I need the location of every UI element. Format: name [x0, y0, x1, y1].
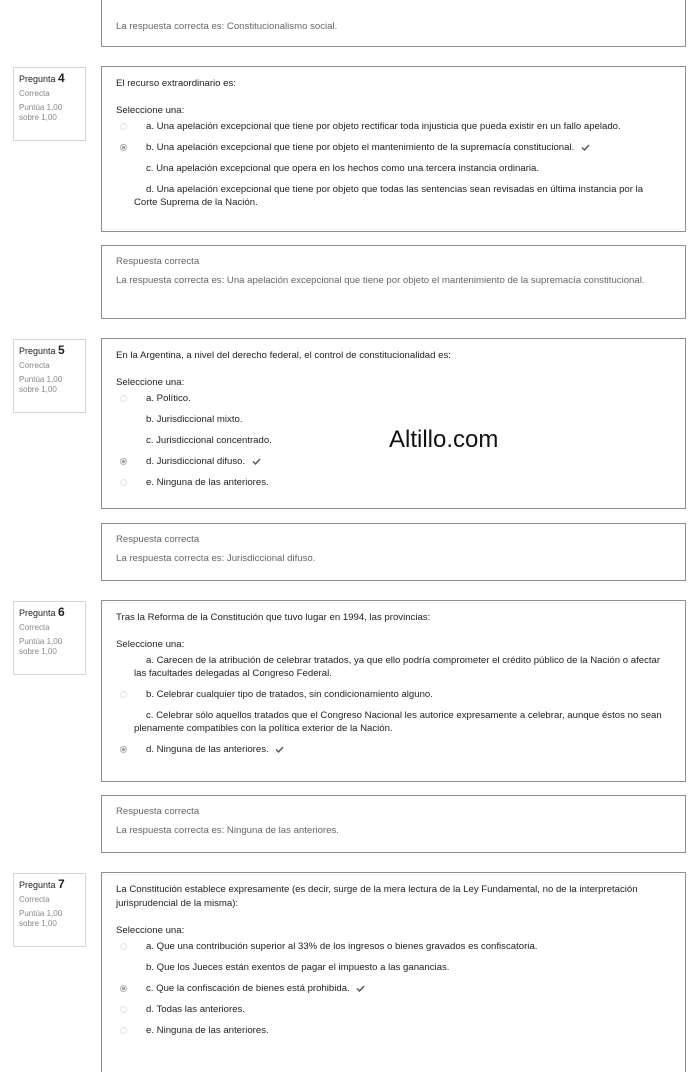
answer-option-b[interactable]: b. Celebrar cualquier tipo de tratados, sin condicionamiento alguno. — [116, 688, 671, 701]
feedback-box-6 — [101, 795, 686, 853]
answer-option-a[interactable]: a. Una apelación excepcional que tiene por objeto rectificar toda injusticia que pueda existir en un fallo apelado. — [116, 120, 671, 133]
question-title: Pregunta 4 — [19, 71, 65, 85]
question-info-5 — [13, 339, 86, 413]
select-prompt: Seleccione una: — [116, 639, 185, 650]
feedback-text: La respuesta correcta es: Una apelación excepcional que tiene por objeto el mantenimiento de la supremacía constitucional. — [116, 275, 645, 286]
answer-option-a[interactable]: a. Carecen de la atribución de celebrar tratados, ya que ello podría comprometer el crédito público de la Nación o afectar las facultades delegadas al Congreso Federal. — [116, 654, 671, 680]
question-info-6 — [13, 601, 86, 675]
question-text: Tras la Reforma de la Constitución que tuvo lugar en 1994, las provincias: — [116, 612, 431, 623]
question-mark: Puntúa 1,00 sobre 1,00 — [19, 637, 63, 656]
radio-checked-icon[interactable] — [120, 458, 127, 465]
select-prompt: Seleccione una: — [116, 377, 185, 388]
question-title: Pregunta 6 — [19, 605, 65, 619]
answer-option-d[interactable]: d. Todas las anteriores. — [116, 1003, 671, 1016]
question-info-7 — [13, 873, 86, 947]
radio-icon[interactable] — [120, 395, 127, 402]
question-text: La Constitución establece expresamente (es decir, surge de la mera lectura de la Ley Fundamental, no de la interpretación jurisprudencial de la misma): — [116, 884, 638, 909]
feedback-text: La respuesta correcta es: Jurisdiccional difuso. — [116, 553, 316, 564]
radio-icon[interactable] — [120, 964, 127, 971]
answer-option-c[interactable]: c. Celebrar sólo aquellos tratados que el Congreso Nacional les autorice expresamente a celebrar, aunque éstos no sean plenamente compatibles con la política exterior de la Nación. — [116, 709, 671, 735]
radio-checked-icon[interactable] — [120, 985, 127, 992]
answer-option-b[interactable]: b. Que los Jueces están exentos de pagar el impuesto a las ganancias. — [116, 961, 671, 974]
radio-icon[interactable] — [120, 943, 127, 950]
feedback-title: Respuesta correcta — [116, 534, 200, 545]
radio-icon[interactable] — [120, 416, 127, 423]
feedback-title: Respuesta correcta — [116, 256, 200, 267]
feedback-box-5 — [101, 523, 686, 581]
question-state: Correcta — [19, 361, 50, 370]
answer-option-c[interactable]: c. Una apelación excepcional que opera en los hechos como una tercera instancia ordinaria. — [116, 162, 671, 175]
question-box-6 — [101, 600, 686, 782]
answer-option-e[interactable]: e. Ninguna de las anteriores. — [116, 476, 671, 489]
question-title: Pregunta 7 — [19, 877, 65, 891]
question-mark: Puntúa 1,00 sobre 1,00 — [19, 375, 63, 394]
question-state: Correcta — [19, 623, 50, 632]
answer-option-b[interactable]: b. Una apelación excepcional que tiene por objeto el mantenimiento de la supremacía constitucional. — [116, 141, 671, 154]
answer-option-c[interactable]: c. Que la confiscación de bienes está prohibida. — [116, 982, 671, 995]
feedback-text: La respuesta correcta es: Ninguna de las anteriores. — [116, 825, 339, 836]
question-box-4 — [101, 66, 686, 232]
answer-option-c[interactable]: c. Jurisdiccional concentrado. — [116, 434, 671, 447]
radio-icon[interactable] — [120, 657, 127, 664]
radio-checked-icon[interactable] — [120, 144, 127, 151]
question-mark: Puntúa 1,00 sobre 1,00 — [19, 909, 63, 928]
feedback-box-4 — [101, 245, 686, 319]
checkmark-icon — [581, 144, 590, 151]
select-prompt: Seleccione una: — [116, 925, 185, 936]
radio-icon[interactable] — [120, 123, 127, 130]
checkmark-icon — [275, 746, 284, 753]
checkmark-icon — [356, 985, 365, 992]
question-text: En la Argentina, a nivel del derecho federal, el control de constitucionalidad es: — [116, 350, 451, 361]
answer-option-a[interactable]: a. Que una contribución superior al 33% de los ingresos o bienes gravados es confiscatoria. — [116, 940, 671, 953]
watermark: Altillo.com — [389, 426, 499, 453]
radio-icon[interactable] — [120, 479, 127, 486]
question-state: Correcta — [19, 89, 50, 98]
radio-icon[interactable] — [120, 1006, 127, 1013]
radio-icon[interactable] — [120, 165, 127, 172]
question-number: 4 — [58, 71, 65, 85]
answer-option-d[interactable]: d. Una apelación excepcional que tiene por objeto que todas las sentencias sean revisadas en última instancia por la Corte Suprema de la Nación. — [116, 183, 671, 209]
radio-icon[interactable] — [120, 1027, 127, 1034]
radio-checked-icon[interactable] — [120, 746, 127, 753]
answer-option-b[interactable]: b. Jurisdiccional mixto. — [116, 413, 671, 426]
question-text: El recurso extraordinario es: — [116, 78, 236, 89]
feedback-box-q3 — [101, 0, 686, 47]
answer-list — [116, 654, 671, 756]
answer-list — [116, 120, 671, 209]
answer-option-d[interactable]: d. Jurisdiccional difuso. — [116, 455, 671, 468]
question-number: 7 — [58, 877, 65, 891]
question-title: Pregunta 5 — [19, 343, 65, 357]
question-box-7 — [101, 872, 686, 1072]
checkmark-icon — [252, 458, 261, 465]
question-box-5 — [101, 338, 686, 509]
question-info-4 — [13, 67, 86, 141]
feedback-text: La respuesta correcta es: Constitucionalismo social. — [116, 21, 338, 32]
question-number: 6 — [58, 605, 65, 619]
feedback-title: Respuesta correcta — [116, 806, 200, 817]
question-mark: Puntúa 1,00 sobre 1,00 — [19, 103, 63, 122]
radio-icon[interactable] — [120, 691, 127, 698]
radio-icon[interactable] — [120, 437, 127, 444]
question-number: 5 — [58, 343, 65, 357]
radio-icon[interactable] — [120, 186, 127, 193]
answer-option-e[interactable]: e. Ninguna de las anteriores. — [116, 1024, 671, 1037]
radio-icon[interactable] — [120, 712, 127, 719]
answer-option-d[interactable]: d. Ninguna de las anteriores. — [116, 743, 671, 756]
answer-list — [116, 940, 671, 1037]
question-state: Correcta — [19, 895, 50, 904]
answer-option-a[interactable]: a. Político. — [116, 392, 671, 405]
select-prompt: Seleccione una: — [116, 105, 185, 116]
